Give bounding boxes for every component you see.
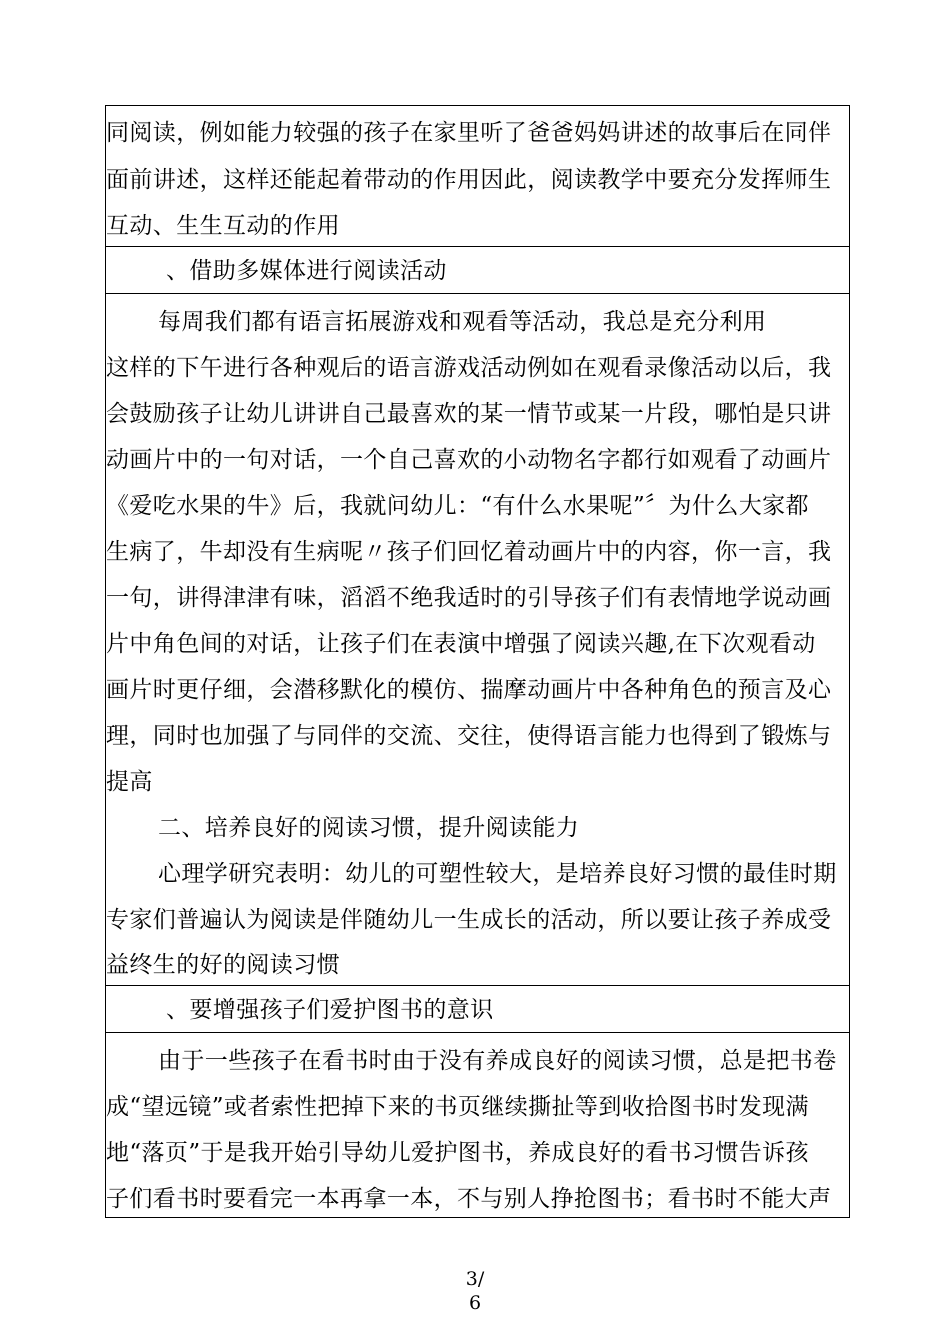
paragraph-line: 子们看书时要看完一本再拿一本，不与别人挣抢图书；看书时不能大声 (106, 1186, 832, 1212)
paragraph-line: 动画片中的一句对话，一个自己喜欢的小动物名字都行如观看了动画片 (106, 447, 832, 473)
paragraph-line: 画片时更仔细，会潜移默化的模仿、揣摩动画片中各种角色的预言及心 (106, 677, 832, 703)
paragraph-line: 一句，讲得津津有味，滔滔不绝我适时的引导孩子们有表情地学说动画 (106, 585, 832, 611)
paragraph-line: 提高 (106, 769, 153, 795)
paragraph-line: 面前讲述，这样还能起着带动的作用因此，阅读教学中要充分发挥师生 (106, 167, 832, 193)
section-heading: 、借助多媒体进行阅读活动 (166, 258, 447, 284)
paragraph-line: 专家们普遍认为阅读是伴随幼儿一生成长的活动，所以要让孩子养成受 (106, 907, 832, 933)
paragraph-line: 地“落页”于是我开始引导幼儿爱护图书，养成良好的看书习惯告诉孩 (106, 1140, 809, 1166)
text-block-3 (105, 1032, 850, 1218)
paragraph-line: 成“望远镜”或者索性把掉下来的书页继续撕扯等到收拾图书时发现满 (106, 1094, 809, 1120)
section-heading-box-1 (105, 246, 850, 294)
paragraph-line: 每周我们都有语言拓展游戏和观看等活动，我总是充分利用 (158, 309, 767, 335)
paragraph-line: 由于一些孩子在看书时由于没有养成良好的阅读习惯，总是把书卷 (158, 1048, 837, 1074)
paragraph-line: 理，同时也加强了与同伴的交流、交往，使得语言能力也得到了锻炼与 (106, 723, 832, 749)
paragraph-line: 益终生的好的阅读习惯 (106, 952, 340, 978)
text-block-2 (105, 293, 850, 986)
page-number-bottom: 6 (468, 1292, 482, 1314)
section-heading: 二、培养良好的阅读习惯，提升阅读能力 (158, 815, 580, 841)
paragraph-line: 生病了，牛却没有生病呢〃孩子们回忆着动画片中的内容，你一言，我 (106, 539, 832, 565)
paragraph-line: 互动、生生互动的作用 (106, 213, 340, 239)
section-heading: 、要增强孩子们爱护图书的意识 (166, 997, 494, 1023)
paragraph-line: 《爱吃水果的牛》后，我就问幼儿：“有什么水果呢”〞为什么大家都 (106, 493, 809, 519)
section-heading-box-2 (105, 985, 850, 1033)
paragraph-line: 心理学研究表明：幼儿的可塑性较大，是培养良好习惯的最佳时期 (158, 861, 837, 887)
paragraph-line: 这样的下午进行各种观后的语言游戏活动例如在观看录像活动以后，我 (106, 355, 832, 381)
paragraph-line: 会鼓励孩子让幼儿讲讲自己最喜欢的某一情节或某一片段，哪怕是只讲 (106, 401, 832, 427)
text-block-1 (105, 105, 850, 247)
paragraph-line: 同阅读，例如能力较强的孩子在家里听了爸爸妈妈讲述的故事后在同伴 (106, 120, 832, 146)
page-number-top: 3/ (465, 1268, 485, 1290)
paragraph-line: 片中角色间的对话，让孩子们在表演中增强了阅读兴趣,在下次观看动 (106, 631, 816, 657)
